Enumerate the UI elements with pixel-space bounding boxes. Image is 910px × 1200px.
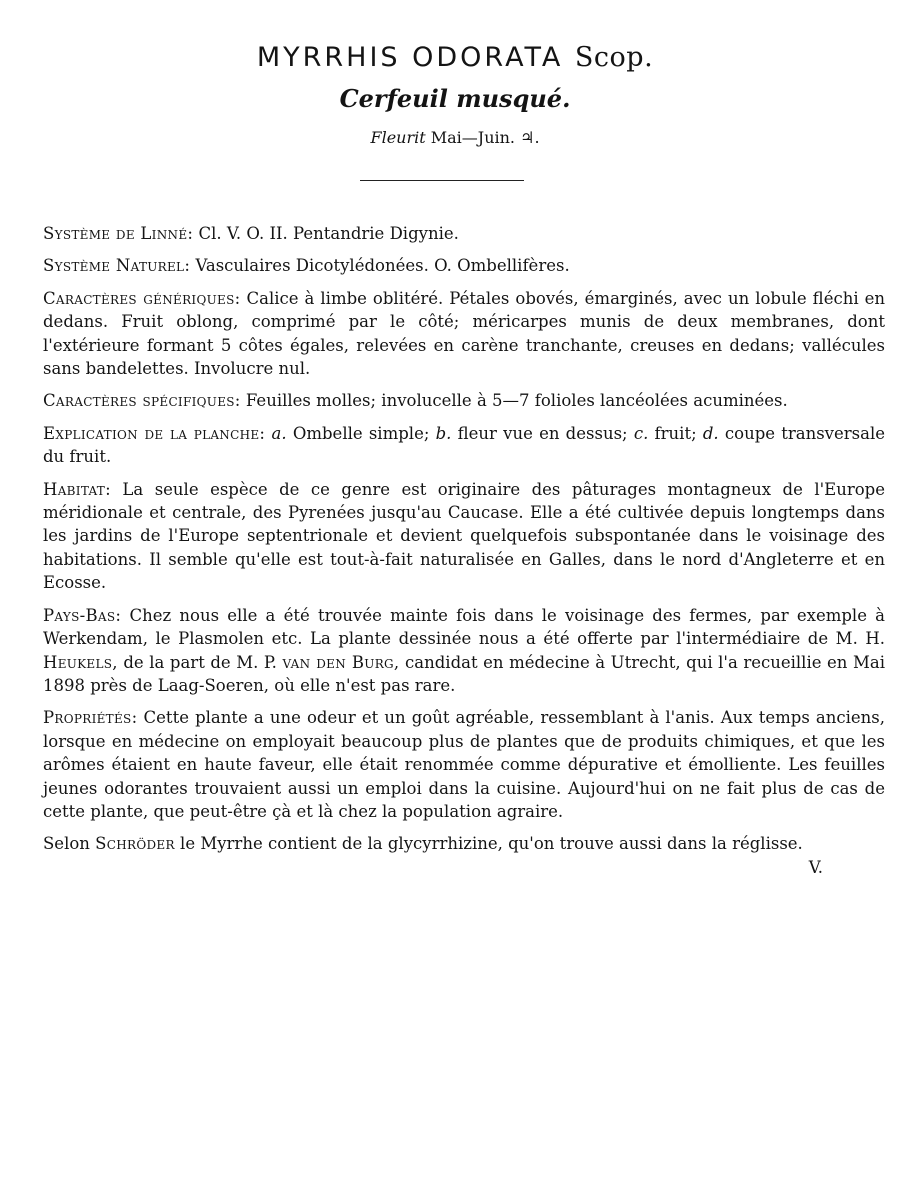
section-label: Explication de la planche: bbox=[43, 423, 266, 443]
section-text: La seule espèce de ce genre est originaire des pâturages montagneux de l'Europe méridionale et centrale, des Pyrenées jusqu'au Caucase. Elle a été cultivée depuis longtemps dans les jardins de l'Europe septentrionale et devient quelquefois subspontanée dans le voisinage des habitations. Il semble qu'elle est tout-à-fait naturalisée en Galles, dans le nord d'Angleterre et en Ecosse. bbox=[43, 479, 885, 593]
common-name: Cerfeuil musqué. bbox=[339, 84, 571, 113]
figure-text-a: Ombelle simple; bbox=[292, 423, 430, 443]
figure-text-d: coupe transversale du fruit. bbox=[43, 423, 886, 467]
section-text: Vasculaires Dicotylédonées. O. Ombellifères. bbox=[195, 256, 570, 276]
section-label: Système Naturel: bbox=[43, 256, 191, 276]
section-label: Propriétés: bbox=[43, 708, 138, 728]
section-label: Caractères génériques: bbox=[43, 288, 241, 308]
figure-text-c: fruit; bbox=[654, 423, 697, 443]
figure-key-a: a. bbox=[271, 423, 287, 443]
flowering-value: Mai—Juin. ♃. bbox=[430, 128, 540, 147]
section-label: Pays-Bas: bbox=[43, 605, 122, 625]
section-habitat bbox=[43, 478, 885, 595]
flowering-period bbox=[0, 128, 910, 147]
section-text: Calice à limbe oblitéré. Pétales obovés, émarginés, avec un lobule fléchi en dedans. Fruit oblong, comprimé par le côté; méricarpes munis de deux membranes, dont l'extérieure formant 5 côtes égales, relevées en carène tranchante, creuses en dedans; vallécules sans bandelettes. Involucre nul. bbox=[43, 288, 886, 379]
person-name: Heukels, bbox=[43, 652, 118, 672]
section-linne bbox=[43, 222, 885, 245]
section-text: candidat en médecine à Utrecht, qui l'a recueillie en Mai 1898 près de Laag-Soeren, où elle n'est pas rare. bbox=[43, 652, 885, 695]
author-signature: V. bbox=[808, 857, 823, 877]
flowering-label: Fleurit bbox=[370, 128, 426, 147]
title-divider bbox=[360, 180, 524, 181]
section-text: Selon bbox=[43, 834, 90, 854]
section-text: Feuilles molles; involucelle à 5—7 folioles lancéolées acuminées. bbox=[245, 391, 788, 411]
section-text: de la part de M. P. bbox=[123, 652, 277, 672]
figure-key-c: c. bbox=[633, 423, 649, 443]
section-schroder bbox=[43, 832, 885, 855]
species-name: MYRRHIS ODORATA bbox=[256, 42, 564, 73]
section-explication bbox=[43, 422, 885, 469]
document-body bbox=[43, 222, 885, 879]
section-naturel bbox=[43, 254, 885, 277]
section-specifiques bbox=[43, 389, 885, 412]
species-title bbox=[0, 42, 910, 73]
section-label: Caractères spécifiques: bbox=[43, 391, 241, 411]
section-label: Habitat: bbox=[43, 479, 111, 499]
species-author: Scop. bbox=[574, 42, 654, 73]
figure-key-d: d. bbox=[702, 423, 719, 443]
section-text: Cette plante a une odeur et un goût agréable, ressemblant à l'anis. Aux temps anciens, lorsque en médecine on employait beaucoup plus de plantes que de produits chimiques, et que les arômes étaient en haute faveur, elle était renommée comme dépurative et émolliente. Les feuilles jeunes odorantes trouvaient aussi un emploi dans la cuisine. Aujourd'hui on ne fait plus de cas de cette plante, que peut-être çà et là chez la population agraire. bbox=[43, 708, 885, 821]
figure-key-b: b. bbox=[435, 423, 452, 443]
section-text: Chez nous elle a été trouvée mainte fois dans le voisinage des fermes, par exemple à Werkendam, le Plasmolen etc. La plante dessinée nous a été offerte par l'intermédiaire de M. H. bbox=[43, 605, 886, 649]
person-name: van den Burg, bbox=[282, 652, 400, 672]
figure-text-b: fleur vue en dessus; bbox=[457, 423, 628, 443]
section-proprietes bbox=[43, 706, 885, 823]
section-label: Système de Linné: bbox=[43, 224, 194, 243]
section-text: le Myrrhe contient de la glycyrrhizine, qu'on trouve aussi dans la réglisse. bbox=[180, 834, 803, 854]
section-pays-bas bbox=[43, 604, 885, 698]
section-text: Cl. V. O. II. Pentandrie Digynie. bbox=[198, 224, 459, 243]
section-generiques bbox=[43, 287, 885, 381]
person-name: Schröder bbox=[95, 834, 175, 854]
